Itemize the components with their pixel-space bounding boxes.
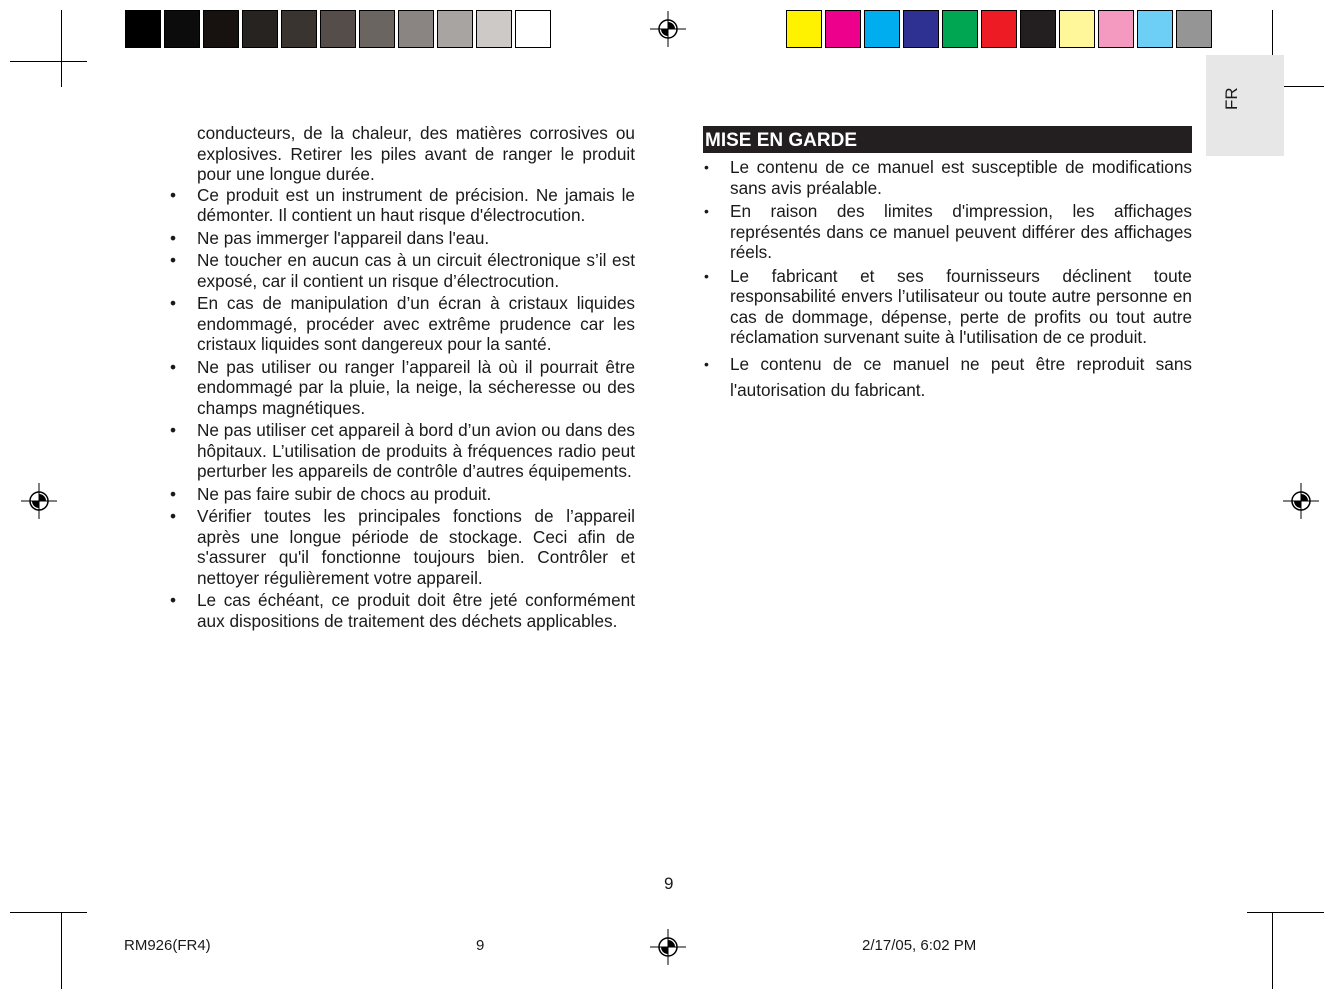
footer-page: 9 bbox=[476, 937, 485, 954]
color-swatch bbox=[1098, 10, 1134, 48]
list-item-text: Le contenu de ce manuel ne peut être reproduit sans l'autorisation du fabricant. bbox=[730, 353, 1192, 400]
list-item-text: Ne pas utiliser cet appareil à bord d’un avion ou dans des hôpitaux. L’utilisation de produits à fréquences radio peut perturber les appareils de contrôle d’autres équipements. bbox=[197, 420, 635, 481]
bullet-icon: • bbox=[170, 420, 177, 440]
crop-mark bbox=[1272, 912, 1273, 989]
registration-mark-icon bbox=[650, 929, 686, 965]
color-swatch bbox=[864, 10, 900, 48]
color-swatch bbox=[903, 10, 939, 48]
color-swatch bbox=[1176, 10, 1212, 48]
crop-mark bbox=[10, 912, 87, 913]
registration-mark-icon bbox=[21, 483, 57, 519]
crop-mark bbox=[10, 61, 87, 62]
color-swatch bbox=[437, 10, 473, 48]
list-item-text: Ce produit est un instrument de précision. Ne jamais le démonter. Il contient un haut risque d'électrocution. bbox=[197, 184, 635, 225]
grayscale-bar bbox=[125, 10, 554, 48]
list-item bbox=[168, 484, 635, 505]
list-item bbox=[168, 420, 635, 482]
color-swatch bbox=[942, 10, 978, 48]
list-item-text: En cas de manipulation d’un écran à cristaux liquides endommagé, procéder avec extrême prudence car les cristaux liquides sont dangereux pour la santé. bbox=[197, 293, 635, 354]
list-item-text: Ne toucher en aucun cas à un circuit électronique s’il est exposé, car il contient un risque d’électrocution. bbox=[197, 250, 635, 291]
color-swatch bbox=[476, 10, 512, 48]
list-item-text: Ne pas utiliser ou ranger l’appareil là où il pourrait être endommagé par la pluie, la neige, la sécheresse ou des champs magnétiques. bbox=[197, 356, 635, 418]
list-item-text: Le fabricant et ses fournisseurs déclinent toute responsabilité envers l’utilisateur ou toute autre personne en cas de dommage, dépense, perte de profits ou tout autre réclamation survenant suite à l'utilisation de ce produit. bbox=[730, 265, 1192, 347]
color-swatch bbox=[359, 10, 395, 48]
list-item bbox=[168, 293, 635, 355]
language-tab-label: FR bbox=[1222, 87, 1241, 110]
bullet-icon: • bbox=[170, 506, 177, 526]
crop-mark bbox=[61, 912, 62, 989]
bullet-icon: • bbox=[170, 590, 177, 610]
color-swatch bbox=[981, 10, 1017, 48]
list-item bbox=[703, 351, 1192, 403]
bullet-icon: • bbox=[170, 293, 177, 313]
bullet-icon: • bbox=[170, 184, 177, 205]
bullet-icon: • bbox=[704, 203, 709, 219]
list-item-text: Le cas échéant, ce produit doit être jeté conformément aux dispositions de traitement des déchets applicables. bbox=[197, 590, 635, 631]
color-swatch bbox=[164, 10, 200, 48]
list-item bbox=[168, 250, 635, 291]
registration-mark-icon bbox=[650, 11, 686, 47]
continued-paragraph: conducteurs, de la chaleur, des matières corrosives ou explosives. Retirer les piles avant de ranger le produit pour une longue durée. bbox=[197, 123, 635, 184]
bullet-icon: • bbox=[704, 355, 709, 372]
color-swatch bbox=[825, 10, 861, 48]
color-swatch bbox=[242, 10, 278, 48]
bullet-icon: • bbox=[170, 356, 177, 377]
color-swatch bbox=[1020, 10, 1056, 48]
bullet-icon: • bbox=[704, 267, 709, 284]
list-item-text: Ne pas immerger l'appareil dans l'eau. bbox=[197, 227, 490, 248]
list-item bbox=[168, 590, 635, 631]
bullet-icon: • bbox=[170, 483, 177, 504]
color-swatch bbox=[125, 10, 161, 48]
section-heading: MISE EN GARDE bbox=[703, 126, 1192, 153]
color-swatch bbox=[786, 10, 822, 48]
color-swatch bbox=[1137, 10, 1173, 48]
page-number: 9 bbox=[664, 874, 674, 893]
list-item bbox=[703, 266, 1192, 348]
left-column bbox=[168, 123, 635, 633]
list-item bbox=[168, 357, 635, 419]
registration-mark-icon bbox=[1283, 483, 1319, 519]
crop-mark bbox=[1247, 912, 1324, 913]
language-tab bbox=[1206, 55, 1284, 156]
list-item-text: Vérifier toutes les principales fonctions de l’appareil après une longue période de stockage. Ceci afin de s'assurer qu'il fonctionne toujours bien. Contrôler et nettoyer régulièrement votre appareil. bbox=[197, 506, 635, 588]
list-item bbox=[168, 228, 635, 249]
color-swatch bbox=[320, 10, 356, 48]
list-item bbox=[168, 185, 635, 226]
footer-timestamp: 2/17/05, 6:02 PM bbox=[862, 937, 977, 954]
list-item bbox=[703, 201, 1192, 263]
right-column bbox=[703, 126, 1192, 406]
footer-file-name: RM926(FR4) bbox=[124, 937, 211, 954]
bullet-icon: • bbox=[170, 250, 177, 270]
crop-mark bbox=[61, 10, 62, 87]
color-bar bbox=[786, 10, 1215, 48]
list-item bbox=[168, 506, 635, 588]
color-swatch bbox=[1059, 10, 1095, 48]
bullet-icon: • bbox=[704, 159, 709, 175]
color-swatch bbox=[281, 10, 317, 48]
list-item-text: Ne pas faire subir de chocs au produit. bbox=[197, 483, 492, 504]
bullet-icon: • bbox=[170, 227, 177, 248]
list-item bbox=[703, 157, 1192, 198]
color-swatch bbox=[515, 10, 551, 48]
list-item-text: Le contenu de ce manuel est susceptible de modifications sans avis préalable. bbox=[730, 157, 1192, 198]
list-item-text: En raison des limites d'impression, les affichages représentés dans ce manuel peuvent différer des affichages réels. bbox=[730, 201, 1192, 262]
color-swatch bbox=[398, 10, 434, 48]
color-swatch bbox=[203, 10, 239, 48]
